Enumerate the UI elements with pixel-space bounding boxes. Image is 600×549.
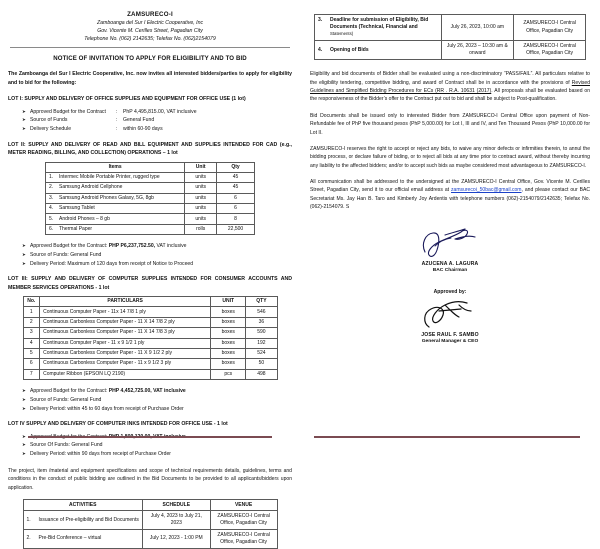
arrow-bullet-icon: ➤	[22, 442, 26, 448]
org-line-2: Gov. Vicente M. Cerilles Street, Pagadian City	[97, 28, 203, 35]
lot2-col-items: Items	[46, 162, 185, 172]
lot3-no-cell: 4	[23, 338, 40, 348]
schedule-activity-cell	[315, 15, 442, 41]
signature-role-general-manager: General Manager & CEO	[421, 338, 479, 344]
arrow-bullet-icon: ➤	[22, 433, 26, 439]
lot3-unit-cell: boxes	[211, 328, 246, 338]
lot1-row-source	[8, 116, 292, 125]
paragraph-communication-part1: All communication shall be addressed to the undersigned at the ZAMSURECO-I Central Office, Gov. Vicente M. Cerilles Street, Pagadian City, send it to our official email address at	[310, 179, 590, 194]
table-row	[23, 328, 277, 338]
lot2-unit-cell: units	[185, 204, 217, 214]
lot3-unit-cell: boxes	[211, 359, 246, 369]
lot2-unit-cell: units	[185, 193, 217, 203]
lot3-unit-cell: boxes	[211, 307, 246, 317]
lot3-qty-cell: 50	[246, 359, 277, 369]
arrow-bullet-icon: ➤	[22, 405, 26, 411]
signature-block-bac-chairman	[310, 226, 590, 273]
lot3-source-label: Source of Funds:	[30, 396, 69, 403]
schedule-activity-text: Issuance of Pre-eligibility and Bid Documents	[38, 516, 139, 523]
lot3-particulars-cell: Continuous Computer Paper - 11x 14 7/8 1 ply	[40, 307, 211, 317]
lot3-qty-cell: 524	[246, 348, 277, 358]
table-row	[23, 307, 277, 317]
lot3-qty-cell: 590	[246, 328, 277, 338]
lot2-row-budget	[8, 242, 292, 251]
table-row	[46, 183, 255, 193]
lot3-heading: LOT III: SUPPLY AND DELIVERY OF COMPUTER SUPPLIES INTENDED FOR CONSUMER ACCOUNTS AND MEMBER SERVICES OPERATIONS - 1 lot	[8, 276, 292, 291]
lot2-item-cell	[46, 204, 185, 214]
lot3-qty-cell: 192	[246, 338, 277, 348]
lot1-delivery-label: Delivery Schedule	[30, 126, 72, 133]
lot2-delivery-label: Delivery Period:	[30, 260, 66, 267]
schedule-activity-text	[330, 17, 438, 39]
table-row	[23, 511, 277, 530]
schedule-activity-main: Opening of Bids	[330, 46, 369, 53]
schedule-activity-cell	[315, 41, 442, 60]
schedule-row-number: 1.	[26, 516, 31, 523]
org-line-1: Zamboanga del Sur I Electric Cooperative, Inc	[96, 20, 204, 27]
lot2-row-source	[8, 251, 292, 260]
table-row	[23, 359, 277, 369]
lot3-source-tail: General Fund	[68, 396, 102, 403]
lot2-source-tail: General Fund	[68, 251, 102, 258]
arrow-bullet-icon: ➤	[22, 108, 26, 114]
schedule-date-cell: July 26, 2023, 10:00 am	[441, 15, 514, 41]
lot3-row-delivery	[8, 405, 292, 414]
signature-image-chairman	[415, 226, 485, 260]
organization-header	[8, 10, 292, 43]
lot4-source-label: Source Of Funds:	[30, 442, 70, 449]
lot2-unit-cell: units	[185, 214, 217, 224]
lot3-no-cell: 1	[23, 307, 40, 317]
signature-name-chairman: AZUCENA A. LAGURA	[421, 260, 479, 267]
lot3-col-no: No.	[23, 297, 40, 307]
lot3-qty-cell: 36	[246, 317, 277, 327]
lot2-unit-cell: units	[185, 172, 217, 182]
lot2-qty-cell: 6	[217, 193, 255, 203]
lot3-qty-cell: 498	[246, 369, 277, 379]
schedule-row-number: 4.	[318, 46, 323, 53]
lot1-heading: LOT I: SUPPLY AND DELIVERY OF OFFICE SUPPLIES AND EQUIPMENT FOR OFFICE USE (1 lot)	[8, 96, 246, 103]
lot1-budget-colon: :	[116, 108, 118, 115]
arrow-bullet-icon: ➤	[22, 117, 26, 123]
paragraph-reservation-of-rights: ZAMSURECO-I reserves the right to accept or reject any bids, to waive any minor defects or infirmities therein, to annul the bidding process, or declare failure of biding, or to reject all bids at any time prior to contract award, without thereby incurring any liability to the affected bidders; and/or to accept such bids as maybe considered most advantageous to ZAMSURECO-I.	[310, 145, 590, 169]
lot1-delivery-colon: :	[116, 126, 118, 133]
lot2-budget-label: Approved Budget for the Contract:	[30, 243, 108, 250]
schedule-activity-text: Pre-Bid Conference – virtual	[38, 535, 102, 542]
lot2-item-cell	[46, 214, 185, 224]
table-row	[46, 204, 255, 214]
lot3-col-qty: QTY	[246, 297, 277, 307]
lot2-item-no: 2.	[49, 184, 54, 191]
paragraph-bid-documents: Bid Documents shall be issued only to interested Bidder from ZAMSURECO-I Central Office upon payment of Non-Refundable fee of PhP five thousand pesos (PhP 5,000.00) for Lot I, III and IV, and Ten Thousand Pesos (PhP 10,000.00 for Lot II.	[310, 112, 590, 136]
table-row	[46, 172, 255, 182]
lot3-budget-label: Approved Budget for the Contract:	[30, 388, 108, 395]
paragraph-eligibility-part1: Eligibility and bid documents of Bidder shall be evaluated using a non-discriminatory “PASS/FAIL”. All particulars relative to the eligibility tendering, competitive bidding, and award of Contract shall be in accordance with the provisions of	[310, 71, 590, 86]
lot3-particulars-cell: Computer Ribbon (EPSON LQ 2190)	[40, 369, 211, 379]
lot4-delivery-label: Delivery Period:	[30, 451, 66, 458]
lot1-delivery-value: within 60-90 days	[123, 126, 163, 133]
table-row	[315, 41, 586, 60]
lot2-item-cell	[46, 224, 185, 234]
lot1-budget-value: PhP 4,495,815.00, VAT inclusive	[123, 108, 197, 115]
lot2-item-no: 3.	[49, 194, 54, 201]
lot1-row-delivery	[8, 125, 292, 134]
lot3-unit-cell: boxes	[211, 348, 246, 358]
lot2-item-no: 6.	[49, 225, 54, 232]
lot2-qty-cell: 22,500	[217, 224, 255, 234]
lot2-item-text: Intermec Mobile Portable Printer, rugged type	[59, 174, 160, 181]
arrow-bullet-icon: ➤	[22, 451, 26, 457]
lot2-unit-cell: units	[185, 183, 217, 193]
lot3-particulars-cell: Continuous Computer Paper - 11 x 9 1/2 1 ply	[40, 338, 211, 348]
approved-by-label: Approved by:	[433, 288, 467, 295]
signature-name-general-manager: JOSE RAUL F. SAMBO	[421, 331, 479, 338]
lot3-no-cell: 6	[23, 359, 40, 369]
lot1-bullets	[8, 108, 292, 134]
lot3-budget-line	[30, 387, 292, 396]
table-row	[23, 317, 277, 327]
arrow-bullet-icon: ➤	[22, 126, 26, 132]
arrow-bullet-icon: ➤	[22, 388, 26, 394]
lot3-particulars-cell: Continuous Carbonless Computer Paper - 11 X 14 7/8 2 ply	[40, 317, 211, 327]
lot2-budget-tail: VAT inclusive	[155, 243, 187, 250]
lot2-item-text: Android Phones – 8 gb	[59, 215, 110, 222]
lot4-delivery-line	[30, 450, 292, 459]
lot2-budget-value: PHP P6,237,752.50,	[108, 243, 156, 250]
table-header-row	[46, 162, 255, 172]
lot2-delivery-tail: Maximum of 120 days from receipt of Notice to Proceed	[65, 260, 194, 267]
lot2-item-cell	[46, 193, 185, 203]
arrow-bullet-icon: ➤	[22, 396, 26, 402]
lot3-source-line	[30, 396, 292, 405]
lot2-bullets	[8, 242, 292, 268]
lot2-item-text: Samsung Android Phones Galaxy, 5G, 8gb	[59, 194, 154, 201]
lot2-item-text: Thermal Paper	[59, 225, 93, 232]
lot3-no-cell: 5	[23, 348, 40, 358]
lot3-budget-value: PHP 4,452,725.00,	[108, 388, 152, 395]
lot4-row-source	[8, 441, 292, 450]
table-row	[46, 214, 255, 224]
schedule-date-cell: July 12, 2023 - 1:00 PM	[142, 530, 210, 549]
schedule-col-venue: VENUE	[210, 499, 277, 510]
paragraph-eligibility-part2: . All proposals shall be evaluated based on the responsiveness of the Bidder’s offer to the Contract put out to bid and shall be subject to Post-qualification.	[310, 88, 590, 103]
schedule-row-number: 3.	[318, 16, 323, 23]
revised-guidelines-link[interactable]: Revised Guidelines and Simplified Bidding Procedures for ECs (RR . R.A. 10631 (2017)	[310, 79, 590, 95]
signature-image-general-manager	[415, 297, 485, 331]
lot4-row-delivery	[8, 450, 292, 459]
lot2-qty-cell: 45	[217, 172, 255, 182]
lot4-delivery-tail: within 90 days from receipt of Purchase Order	[65, 451, 171, 458]
lot3-delivery-line	[30, 405, 292, 414]
lot2-item-text: Samsung Android Cellphone	[59, 184, 123, 191]
right-column	[300, 0, 600, 452]
lot3-table	[23, 296, 278, 380]
table-row	[23, 348, 277, 358]
schedule-col-activities: ACTIVITIES	[23, 499, 142, 510]
intro-paragraph: The Zamboanga del Sur I Electric Cooperative, Inc. now invites all interested bidders/parties to apply for eligibility and to bid for the following:	[8, 71, 292, 86]
schedule-venue-cell: ZAMSURECO-I Central Office, Pagadian City	[514, 41, 586, 60]
lot3-bullets	[8, 387, 292, 413]
schedule-activity-main: Deadline for submission of Eligibility, Bid Documents (Technical, Financial and	[330, 16, 429, 30]
lot2-item-text: Samsung Tablet	[59, 205, 95, 212]
lot2-item-no: 4.	[49, 205, 54, 212]
email-link[interactable]: zamsurecoi_50bac@gmail.com	[451, 187, 522, 194]
lot4-source-tail: General Fund	[69, 442, 103, 449]
page-bottom-rule-right	[314, 436, 580, 438]
lot3-unit-cell: boxes	[211, 317, 246, 327]
lot3-row-source	[8, 396, 292, 405]
table-row	[46, 193, 255, 203]
lot3-unit-cell: pcs	[211, 369, 246, 379]
lot2-heading: LOT II: SUPPLY AND DELIVERY OF READ AND BILL EQUIPMENT AND SUPPLIES INTENDED FOR CAD (e.g., METER READING, BILLING, AND COLLECTION) OPERATIONS – 1 lot	[8, 141, 292, 157]
lot1-budget-label: Approved Budget for the Contract	[30, 108, 106, 115]
schedule-activity-sub: Statements)	[330, 31, 354, 37]
schedule-continued-table	[314, 14, 586, 60]
lot4-heading: LOT IV SUPPLY AND DELIVERY OF COMPUTER INKS INTENDED FOR OFFICE USE - 1 lot	[8, 421, 228, 428]
lot2-source-line	[30, 251, 292, 260]
left-column	[0, 0, 300, 545]
schedule-activity-cell	[23, 530, 142, 549]
arrow-bullet-icon: ➤	[22, 251, 26, 257]
lot2-delivery-line	[30, 260, 292, 269]
schedule-activity-cell	[23, 511, 142, 530]
lot2-row-delivery	[8, 260, 292, 269]
lot2-qty-cell: 6	[217, 204, 255, 214]
table-row	[315, 15, 586, 41]
lot3-delivery-tail: within 45 to 60 days from receipt of Purchase Order	[65, 405, 184, 412]
lot3-budget-tail: VAT inclusive	[151, 388, 186, 395]
signature-role-chairman: BAC Chairman	[432, 267, 468, 273]
lot3-particulars-cell: Continuous Carbonless Computer Paper - 11 X 9 1/2 2 ply	[40, 348, 211, 358]
schedule-venue-cell: ZAMSURECO-I Central Office, Pagadian City	[210, 511, 277, 530]
lot3-col-particulars: PARTICULARS	[40, 297, 211, 307]
schedule-table	[23, 499, 278, 549]
lot3-unit-cell: boxes	[211, 338, 246, 348]
lot4-source-line	[30, 441, 292, 450]
lot3-col-unit: UNIT	[211, 297, 246, 307]
lot2-item-cell	[46, 172, 185, 182]
lot3-particulars-cell: Continuous Carbonless Computer Paper - 11 X 14 7/8 3 ply	[40, 328, 211, 338]
header-divider	[10, 47, 290, 48]
schedule-date-cell: July 26, 2023 – 10:30 am & onward	[441, 41, 514, 60]
schedule-date-cell: July 4, 2023 to July 21, 2023	[142, 511, 210, 530]
lot2-col-qty: Qty	[217, 162, 255, 172]
paragraph-communication-part2: , and please contact our BAC Secretariat Ms. Jay Han B. Taro and Kimberly Joy Ardentis with telephone numbers (062)-2154079/2142635; Telefax No. (062)-2154079. S	[310, 187, 590, 211]
arrow-bullet-icon: ➤	[22, 243, 26, 249]
page-bottom-rule-left	[28, 436, 272, 438]
lot1-source-value: General Fund	[123, 117, 155, 124]
org-name: ZAMSURECO-I	[127, 11, 173, 18]
lot3-row-budget	[8, 387, 292, 396]
lot2-item-no: 5.	[49, 215, 54, 222]
project-note-paragraph: The project, item /material and equipment specifications and scope of technical requirements details, guidelines, terms and conditions in the conduct of public bidding are outlined in the Bid Documents to be provided to all applicants/bidders upon application.	[8, 467, 292, 491]
lot3-no-cell: 2	[23, 317, 40, 327]
lot1-source-colon: :	[116, 117, 118, 124]
lot1-source-label: Source of Funds	[30, 117, 68, 124]
org-line-3: Telephone No. (062) 2142635; Telefax No. (062)2154079	[84, 36, 216, 43]
table-row	[46, 224, 255, 234]
schedule-row-number: 2.	[26, 535, 31, 542]
lot2-qty-cell: 8	[217, 214, 255, 224]
lot3-no-cell: 3	[23, 328, 40, 338]
lot2-col-unit: Unit	[185, 162, 217, 172]
signature-block-general-manager	[310, 289, 590, 344]
lot3-qty-cell: 546	[246, 307, 277, 317]
paragraph-communication	[310, 178, 590, 212]
table-header-row	[23, 499, 277, 510]
page-title: NOTICE OF INVITATION TO APPLY FOR ELIGIBILITY AND TO BID	[53, 55, 247, 63]
lot3-delivery-label: Delivery Period:	[30, 405, 66, 412]
lot1-row-budget	[8, 108, 292, 117]
lot2-qty-cell: 45	[217, 183, 255, 193]
schedule-col-schedule: SCHEDULE	[142, 499, 210, 510]
lot3-no-cell: 7	[23, 369, 40, 379]
arrow-bullet-icon: ➤	[22, 260, 26, 266]
table-row	[23, 530, 277, 549]
lot2-item-no: 1.	[49, 174, 54, 181]
table-row	[23, 369, 277, 379]
lot2-unit-cell: rolls	[185, 224, 217, 234]
schedule-venue-cell: ZAMSURECO-I Central Office, Pagadian City	[210, 530, 277, 549]
lot2-budget-line	[30, 242, 292, 251]
lot2-table	[45, 162, 255, 236]
lot2-source-label: Source of Funds:	[30, 251, 69, 258]
table-row	[23, 338, 277, 348]
schedule-venue-cell: ZAMSURECO-I Central Office, Pagadian City	[514, 15, 586, 41]
lot2-item-cell	[46, 183, 185, 193]
table-header-row	[23, 297, 277, 307]
paragraph-eligibility	[310, 70, 590, 104]
lot3-particulars-cell: Continuous Carbonless Computer Paper - 11 x 9 1/2 3 ply	[40, 359, 211, 369]
